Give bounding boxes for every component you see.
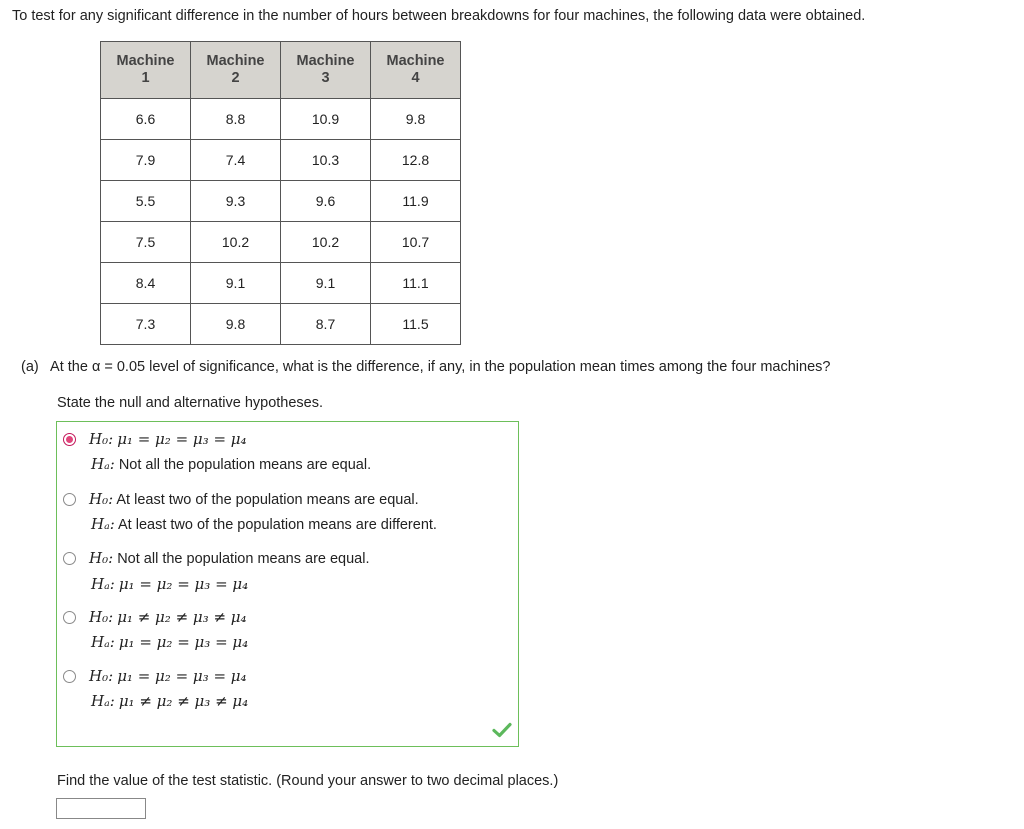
table-row	[101, 181, 461, 222]
test-statistic-input[interactable]	[56, 798, 146, 819]
table-cell: 10.2	[191, 222, 281, 263]
radio-button-selected[interactable]	[63, 433, 76, 446]
option-ha-line	[91, 515, 437, 533]
table-cell: 8.7	[281, 304, 371, 345]
table-cell: 7.5	[101, 222, 191, 263]
ha-symbol: Hₐ:	[91, 633, 115, 651]
h0-symbol: H₀:	[89, 430, 114, 448]
option-h0-text: Not all the population means are equal.	[117, 551, 370, 567]
part-label: (a)	[21, 359, 39, 375]
option-h0-line	[89, 549, 370, 567]
table-row	[101, 304, 461, 345]
radio-button[interactable]	[63, 552, 76, 565]
table-cell: 12.8	[371, 140, 461, 181]
option-ha-text: Not all the population means are equal.	[118, 457, 372, 473]
ha-symbol: Hₐ:	[91, 575, 115, 593]
h0-symbol: H₀:	[89, 608, 114, 626]
table-cell: 11.1	[371, 263, 461, 304]
table-cell: 9.8	[191, 304, 281, 345]
table-cell: 7.4	[191, 140, 281, 181]
option-h0-line	[89, 667, 247, 685]
h0-symbol: H₀:	[89, 490, 114, 508]
machine-data-table	[100, 41, 461, 345]
option-h0-text: μ₁ = μ₂ = μ₃ = μ₄	[117, 430, 247, 448]
h0-symbol: H₀:	[89, 549, 114, 567]
option-h0-text: μ₁ = μ₂ = μ₃ = μ₄	[117, 667, 247, 685]
option-ha-line	[91, 455, 371, 473]
table-cell: 10.7	[371, 222, 461, 263]
option-h0-line	[89, 608, 247, 626]
table-row	[101, 140, 461, 181]
table-row	[101, 263, 461, 304]
option-ha-line	[91, 575, 248, 593]
option-ha-line	[91, 633, 248, 651]
option-ha-line	[91, 692, 248, 710]
header-machine-4: Machine 4	[371, 42, 461, 99]
table-cell: 11.5	[371, 304, 461, 345]
table-cell: 9.8	[371, 99, 461, 140]
hypotheses-instruction: State the null and alternative hypotheses.	[57, 395, 324, 411]
option-ha-text: μ₁ ≠ μ₂ ≠ μ₃ ≠ μ₄	[118, 692, 249, 710]
option-h0-text: At least two of the population means are equal.	[116, 492, 419, 508]
ha-symbol: Hₐ:	[91, 455, 115, 473]
table-cell: 10.3	[281, 140, 371, 181]
part-a-question	[21, 359, 830, 375]
table-cell: 8.4	[101, 263, 191, 304]
option-h0-line	[89, 490, 419, 508]
question-text: At the α = 0.05 level of significance, what is the difference, if any, in the population mean times among the four machines?	[50, 359, 831, 375]
radio-button[interactable]	[63, 493, 76, 506]
radio-button[interactable]	[63, 670, 76, 683]
radio-button[interactable]	[63, 611, 76, 624]
correct-check-icon	[492, 722, 512, 742]
option-h0-text: μ₁ ≠ μ₂ ≠ μ₃ ≠ μ₄	[117, 608, 247, 626]
table-row	[101, 99, 461, 140]
table-cell: 9.1	[191, 263, 281, 304]
table-cell: 7.9	[101, 140, 191, 181]
ha-symbol: Hₐ:	[91, 692, 115, 710]
option-h0-line	[89, 430, 247, 448]
table-cell: 5.5	[101, 181, 191, 222]
table-cell: 9.1	[281, 263, 371, 304]
table-header-row	[101, 42, 461, 99]
table-row	[101, 222, 461, 263]
option-ha-text: μ₁ = μ₂ = μ₃ = μ₄	[118, 633, 249, 651]
table-cell: 9.3	[191, 181, 281, 222]
hypotheses-answer-box	[56, 421, 519, 747]
table-cell: 7.3	[101, 304, 191, 345]
header-machine-3: Machine 3	[281, 42, 371, 99]
option-ha-text: At least two of the population means are different.	[118, 517, 437, 533]
ha-symbol: Hₐ:	[91, 515, 115, 533]
test-statistic-prompt: Find the value of the test statistic. (Round your answer to two decimal places.)	[57, 773, 559, 789]
table-cell: 10.9	[281, 99, 371, 140]
table-cell: 8.8	[191, 99, 281, 140]
table-cell: 9.6	[281, 181, 371, 222]
header-machine-1: Machine 1	[101, 42, 191, 99]
table-cell: 6.6	[101, 99, 191, 140]
option-ha-text: μ₁ = μ₂ = μ₃ = μ₄	[118, 575, 249, 593]
table-cell: 11.9	[371, 181, 461, 222]
table-cell: 10.2	[281, 222, 371, 263]
header-machine-2: Machine 2	[191, 42, 281, 99]
problem-intro: To test for any significant difference in the number of hours between breakdowns for four machines, the following data were obtained.	[12, 8, 866, 24]
h0-symbol: H₀:	[89, 667, 114, 685]
